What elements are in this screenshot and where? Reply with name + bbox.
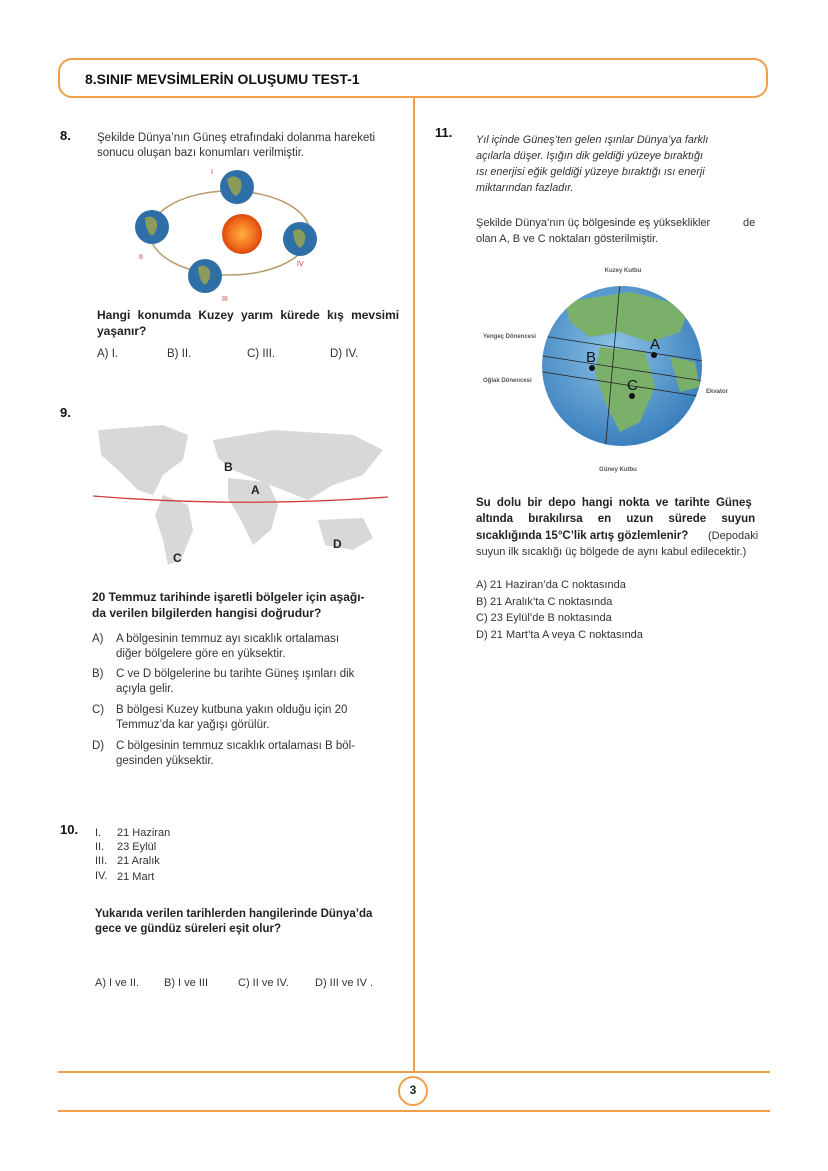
label-south-pole: Güney Kutbu <box>599 467 637 473</box>
q10-option-a[interactable]: A) I ve II. <box>95 977 140 989</box>
column-divider <box>413 98 415 1073</box>
q11-note-line: suyun ilk sıcaklığı üç bölgede de aynı kabul edilecektir.) <box>476 546 747 558</box>
q9-option-c-line2[interactable]: Temmuz’da kar yağışı görülür. <box>116 719 270 731</box>
globe-label-a: A <box>650 336 661 353</box>
q9-option-b-letter[interactable]: B) <box>92 668 104 680</box>
q10-item-3-date: 21 Aralık <box>117 855 160 867</box>
q10-item-2-roman: II. <box>95 841 105 853</box>
q8-number: 8. <box>60 128 71 143</box>
q10-question-line1: Yukarıda verilen tarihlerden hangilerinde Dünya’da <box>95 908 373 920</box>
q11-desc-line2: olan A, B ve C noktaları gösterilmiştir. <box>476 233 659 245</box>
q10-number: 10. <box>60 822 79 837</box>
q11-option-b[interactable]: B) 21 Aralık’ta C noktasında <box>476 596 613 608</box>
earth-position-2 <box>135 210 169 244</box>
q9-option-d-line2[interactable]: gesinden yüksektir. <box>116 755 214 767</box>
q11-number: 11. <box>435 125 453 140</box>
footer-line-bottom <box>58 1110 770 1112</box>
page-title: 8.SINIF MEVSİMLERİN OLUŞUMU TEST-1 <box>85 71 360 87</box>
q9-option-a-line1[interactable]: A bölgesinin temmuz ayı sıcaklık ortalaması <box>116 633 340 645</box>
q9-option-d-line1[interactable]: C bölgesinin temmuz sıcaklık ortalaması B böl- <box>116 740 356 752</box>
sun <box>222 214 262 254</box>
q9-question-line1: 20 Temmuz tarihinde işaretli bölgeler için aşağı- <box>92 590 365 604</box>
label-position-2: II <box>139 254 143 261</box>
q11-option-c[interactable]: C) 23 Eylül’de B noktasında <box>476 612 612 624</box>
earth-position-3 <box>188 259 222 293</box>
q10-item-1-date: 21 Haziran <box>117 827 171 839</box>
q10-option-c[interactable]: C) II ve IV. <box>238 977 289 989</box>
q11-note-inline: (Depodaki <box>708 530 759 542</box>
q11-option-a[interactable]: A) 21 Haziran’da C noktasında <box>476 579 626 591</box>
q8-text-line1: Şekilde Dünya’nın Güneş etrafındaki dolanma hareketi <box>97 132 376 144</box>
globe-label-b: B <box>586 349 597 366</box>
q8-question-line1: Hangi konumda Kuzey yarım kürede kış mevsimi <box>97 308 400 322</box>
label-north-pole: Kuzey Kutbu <box>604 268 642 274</box>
q11-desc-line1: Şekilde Dünya’nın üç bölgesinde eş yükseklikler <box>476 217 711 229</box>
q9-question-line2: da verilen bilgilerden hangisi doğrudur? <box>92 606 322 620</box>
q8-option-d[interactable]: D) IV. <box>330 348 359 360</box>
q9-option-b-line1[interactable]: C ve D bölgelerine bu tarihte Güneş ışınları dik <box>116 668 355 680</box>
map-label-c: C <box>173 551 182 565</box>
label-equator: Ekvator <box>706 389 729 395</box>
earth-position-1 <box>220 170 254 204</box>
q10-item-4-date: 21 Mart <box>117 871 155 883</box>
q10-item-4-roman: IV. <box>95 870 108 882</box>
q9-option-d-letter[interactable]: D) <box>92 740 105 752</box>
map-label-a: A <box>251 483 260 497</box>
q8-option-c[interactable]: C) III. <box>247 348 276 360</box>
q8-orbit-diagram <box>125 163 330 303</box>
q11-intro-line3: ısı enerjisi eğik geldiği yüzeye bıraktığı ısı enerji <box>476 166 705 178</box>
q11-question-line1: Su dolu bir depo hangi nokta ve tarihte Güneş <box>476 497 752 509</box>
label-position-1: I <box>211 169 213 176</box>
q11-intro-line1: Yıl içinde Güneş’ten gelen ışınlar Dünya’ya farklı <box>476 134 709 146</box>
q10-question-line2: gece ve gündüz süreleri eşit olur? <box>95 923 281 935</box>
label-position-4: IV <box>297 261 304 268</box>
q11-question-line3: sıcaklığında 15°C’lik artış gözlemlenir? <box>476 530 689 542</box>
label-tropic-capricorn: Oğlak Dönencesi <box>483 378 532 384</box>
q11-intro-line2: açılarla düşer. Işığın dik geldiği yüzeye bıraktığı <box>476 150 704 162</box>
q8-question-line2: yaşanır? <box>97 324 147 338</box>
footer-line-top <box>58 1071 770 1073</box>
q11-globe-diagram <box>480 262 740 477</box>
q10-option-d[interactable]: D) III ve IV . <box>315 977 374 989</box>
label-position-3: III <box>222 296 228 303</box>
q11-desc-line1-end: de <box>743 217 756 229</box>
label-tropic-cancer: Yengeç Dönencesi <box>483 334 537 340</box>
q9-world-map <box>93 420 388 570</box>
q9-option-a-line2[interactable]: diğer bölgelere göre en yüksektir. <box>116 648 286 660</box>
q9-option-b-line2[interactable]: açıyla gelir. <box>116 683 174 695</box>
globe-label-c: C <box>627 377 638 394</box>
q11-question-line2: altında bırakılırsa en uzun sürede suyun <box>476 513 756 525</box>
q9-option-a-letter[interactable]: A) <box>92 633 104 645</box>
q10-option-b[interactable]: B) I ve III <box>164 977 209 989</box>
q9-option-c-letter[interactable]: C) <box>92 704 105 716</box>
q9-number: 9. <box>60 405 71 420</box>
q8-option-a[interactable]: A) I. <box>97 348 119 360</box>
q8-text-line2: sonucu oluşan bazı konumları verilmiştir. <box>97 147 305 159</box>
q10-item-3-roman: III. <box>95 855 108 867</box>
q9-option-c-line1[interactable]: B bölgesi Kuzey kutbuna yakın olduğu için 20 <box>116 704 348 716</box>
map-label-b: B <box>224 460 233 474</box>
page-number: 3 <box>409 1083 417 1097</box>
earth-position-4 <box>283 222 317 256</box>
q11-option-d[interactable]: D) 21 Mart’ta A veya C noktasında <box>476 629 643 641</box>
q10-item-1-roman: I. <box>95 827 102 839</box>
map-label-d: D <box>333 537 342 551</box>
q11-intro-line4: miktarından fazladır. <box>476 182 574 194</box>
q10-item-2-date: 23 Eylül <box>117 841 157 853</box>
q8-option-b[interactable]: B) II. <box>167 348 192 360</box>
